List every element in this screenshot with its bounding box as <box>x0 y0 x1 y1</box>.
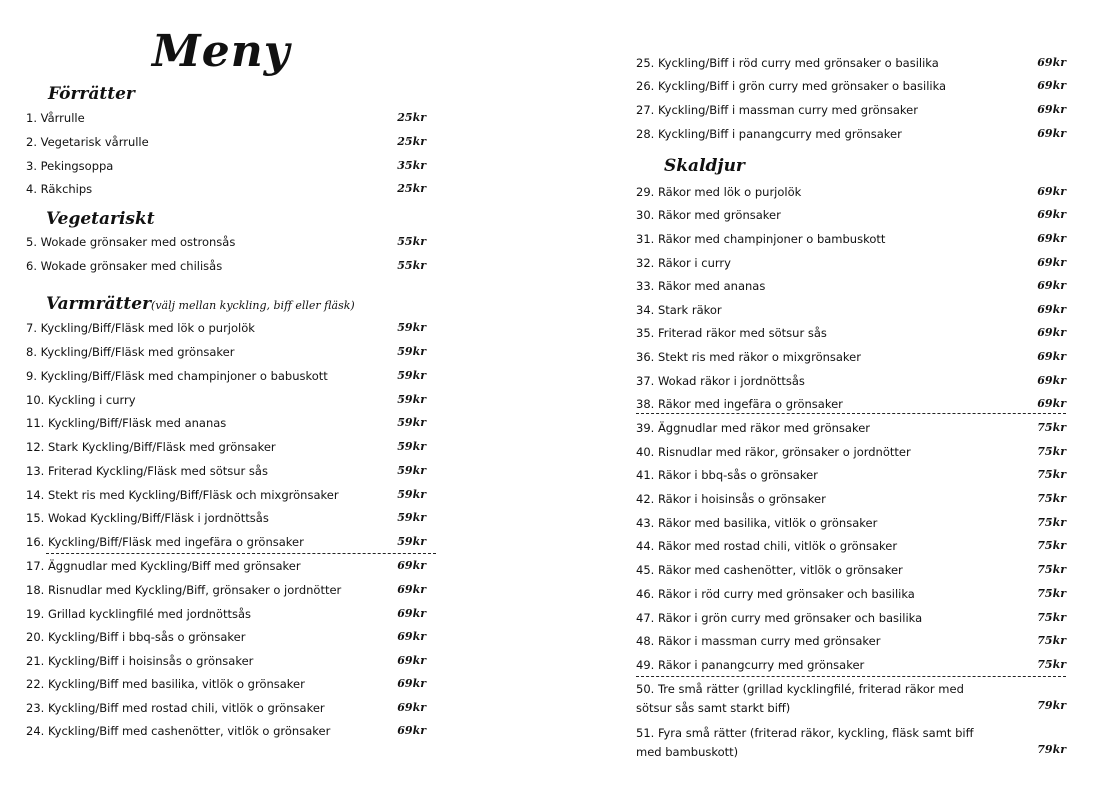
item-name: 12. Stark Kyckling/Biff/Fläsk med grönsaker <box>26 440 276 454</box>
item-name: 28. Kyckling/Biff i panangcurry med grönsaker <box>636 127 902 141</box>
item-price: 55kr <box>397 259 426 272</box>
item-price: 25kr <box>397 111 426 124</box>
item-name: 37. Wokad räkor i jordnöttsås <box>636 374 805 388</box>
item-name: 44. Räkor med rostad chili, vitlök o grönsaker <box>636 539 898 553</box>
item-name: 13. Friterad Kyckling/Fläsk med sötsur sås <box>26 464 268 478</box>
item-name: 23. Kyckling/Biff med rostad chili, vitlök o grönsaker <box>26 701 325 715</box>
item-name: 29. Räkor med lök o purjolök <box>636 185 802 199</box>
item-name: 7. Kyckling/Biff/Fläsk med lök o purjolök <box>26 321 255 335</box>
item-name: 14. Stekt ris med Kyckling/Biff/Fläsk och mixgrönsaker <box>26 488 339 502</box>
item-price: 69kr <box>1037 397 1066 410</box>
item-price: 69kr <box>1037 232 1066 245</box>
item-price: 75kr <box>1037 539 1066 552</box>
item-name: 40. Risnudlar med räkor, grönsaker o jordnötter <box>636 445 911 459</box>
item-name: 5. Wokade grönsaker med ostronsås <box>26 235 236 249</box>
item-name: 22. Kyckling/Biff med basilika, vitlök o grönsaker <box>26 677 305 691</box>
item-name: 25. Kyckling/Biff i röd curry med grönsaker o basilika <box>636 56 939 70</box>
item-price: 25kr <box>397 135 426 148</box>
item-price: 59kr <box>397 416 426 429</box>
item-price: 59kr <box>397 393 426 406</box>
item-name: 27. Kyckling/Biff i massman curry med grönsaker <box>636 103 918 117</box>
item-price: 75kr <box>1037 445 1066 458</box>
item-name: 46. Räkor i röd curry med grönsaker och basilika <box>636 587 915 601</box>
item-name: 6. Wokade grönsaker med chilisås <box>26 259 223 273</box>
item-price: 75kr <box>1037 658 1066 671</box>
item-price: 75kr <box>1037 468 1066 481</box>
item-price: 25kr <box>397 182 426 195</box>
item-name: 26. Kyckling/Biff i grön curry med grönsaker o basilika <box>636 79 947 93</box>
item-price: 75kr <box>1037 492 1066 505</box>
item-price: 69kr <box>1037 208 1066 221</box>
item-name: 36. Stekt ris med räkor o mixgrönsaker <box>636 350 861 364</box>
section-title-vegetariskt: Vegetariskt <box>46 209 155 229</box>
item-name: 33. Räkor med ananas <box>636 279 766 293</box>
item-price: 69kr <box>1037 56 1066 69</box>
item-price: 35kr <box>397 159 426 172</box>
item-name: 47. Räkor i grön curry med grönsaker och basilika <box>636 611 923 625</box>
item-price: 69kr <box>397 583 426 596</box>
item-price: 75kr <box>1037 516 1066 529</box>
item-name: 50. Tre små rätter (grillad kycklingfilé, friterad räkor med sötsur sås samt starkt biff) <box>636 682 964 715</box>
item-name: 11. Kyckling/Biff/Fläsk med ananas <box>26 416 227 430</box>
item-name: 16. Kyckling/Biff/Fläsk med ingefära o grönsaker <box>26 535 304 549</box>
section-title-skaldjur: Skaldjur <box>664 156 745 176</box>
item-price: 69kr <box>397 701 426 714</box>
item-price: 59kr <box>397 345 426 358</box>
item-price: 69kr <box>1037 303 1066 316</box>
item-price: 69kr <box>397 654 426 667</box>
item-price: 79kr <box>1037 743 1066 756</box>
item-name: 41. Räkor i bbq-sås o grönsaker <box>636 468 818 482</box>
item-price: 59kr <box>397 535 426 548</box>
item-price: 69kr <box>1037 350 1066 363</box>
menu-item <box>636 724 1066 759</box>
item-name: 4. Räkchips <box>26 182 93 196</box>
item-price: 69kr <box>1037 185 1066 198</box>
item-name: 3. Pekingsoppa <box>26 159 114 173</box>
dashed-divider <box>46 553 436 554</box>
item-price: 69kr <box>1037 103 1066 116</box>
item-price: 75kr <box>1037 587 1066 600</box>
item-price: 59kr <box>397 488 426 501</box>
item-price: 69kr <box>1037 127 1066 140</box>
item-name: 17. Äggnudlar med Kyckling/Biff med grönsaker <box>26 559 301 573</box>
item-price: 55kr <box>397 235 426 248</box>
item-price: 69kr <box>1037 256 1066 269</box>
section-note: (välj mellan kyckling, biff eller fläsk) <box>151 299 355 312</box>
section-title-text: Varmrätter <box>46 294 152 314</box>
dashed-divider <box>636 676 1066 677</box>
item-name: 31. Räkor med champinjoner o bambuskott <box>636 232 886 246</box>
item-name: 18. Risnudlar med Kyckling/Biff, grönsaker o jordnötter <box>26 583 342 597</box>
item-name: 38. Räkor med ingefära o grönsaker <box>636 397 843 411</box>
item-name: 30. Räkor med grönsaker <box>636 208 781 222</box>
item-name: 19. Grillad kycklingfilé med jordnöttsås <box>26 607 252 621</box>
dashed-divider <box>636 413 1066 414</box>
item-name: 45. Räkor med cashenötter, vitlök o grönsaker <box>636 563 903 577</box>
item-price: 69kr <box>1037 279 1066 292</box>
item-name: 51. Fyra små rätter (friterad räkor, kyckling, fläsk samt biff med bambuskott) <box>636 726 974 759</box>
section-title-varmratter <box>46 296 355 313</box>
item-name: 2. Vegetarisk vårrulle <box>26 135 149 149</box>
section-title-forratter: Förrätter <box>48 84 135 104</box>
item-name: 8. Kyckling/Biff/Fläsk med grönsaker <box>26 345 235 359</box>
item-name: 39. Äggnudlar med räkor med grönsaker <box>636 421 871 435</box>
item-price: 59kr <box>397 464 426 477</box>
item-name: 34. Stark räkor <box>636 303 722 317</box>
item-price: 69kr <box>1037 79 1066 92</box>
item-price: 59kr <box>397 369 426 382</box>
item-name: 42. Räkor i hoisinsås o grönsaker <box>636 492 826 506</box>
item-price: 69kr <box>397 677 426 690</box>
item-price: 79kr <box>1037 699 1066 712</box>
item-price: 59kr <box>397 511 426 524</box>
item-price: 59kr <box>397 440 426 453</box>
item-name: 49. Räkor i panangcurry med grönsaker <box>636 658 865 672</box>
menu-item <box>636 680 1066 715</box>
item-name: 21. Kyckling/Biff i hoisinsås o grönsaker <box>26 654 254 668</box>
item-price: 59kr <box>397 321 426 334</box>
item-name: 24. Kyckling/Biff med cashenötter, vitlök o grönsaker <box>26 724 331 738</box>
menu-title: Meny <box>152 26 291 77</box>
item-price: 75kr <box>1037 634 1066 647</box>
item-name: 1. Vårrulle <box>26 111 85 125</box>
item-price: 69kr <box>1037 326 1066 339</box>
item-name: 10. Kyckling i curry <box>26 393 136 407</box>
item-price: 75kr <box>1037 563 1066 576</box>
item-price: 75kr <box>1037 611 1066 624</box>
item-name: 32. Räkor i curry <box>636 256 731 270</box>
item-price: 75kr <box>1037 421 1066 434</box>
item-name: 48. Räkor i massman curry med grönsaker <box>636 634 881 648</box>
item-name: 43. Räkor med basilika, vitlök o grönsaker <box>636 516 878 530</box>
item-name: 35. Friterad räkor med sötsur sås <box>636 326 827 340</box>
item-price: 69kr <box>397 724 426 737</box>
item-name: 9. Kyckling/Biff/Fläsk med champinjoner o babuskott <box>26 369 328 383</box>
item-price: 69kr <box>397 607 426 620</box>
item-name: 20. Kyckling/Biff i bbq-sås o grönsaker <box>26 630 246 644</box>
item-price: 69kr <box>397 630 426 643</box>
item-price: 69kr <box>1037 374 1066 387</box>
item-name: 15. Wokad Kyckling/Biff/Fläsk i jordnöttsås <box>26 511 269 525</box>
item-price: 69kr <box>397 559 426 572</box>
